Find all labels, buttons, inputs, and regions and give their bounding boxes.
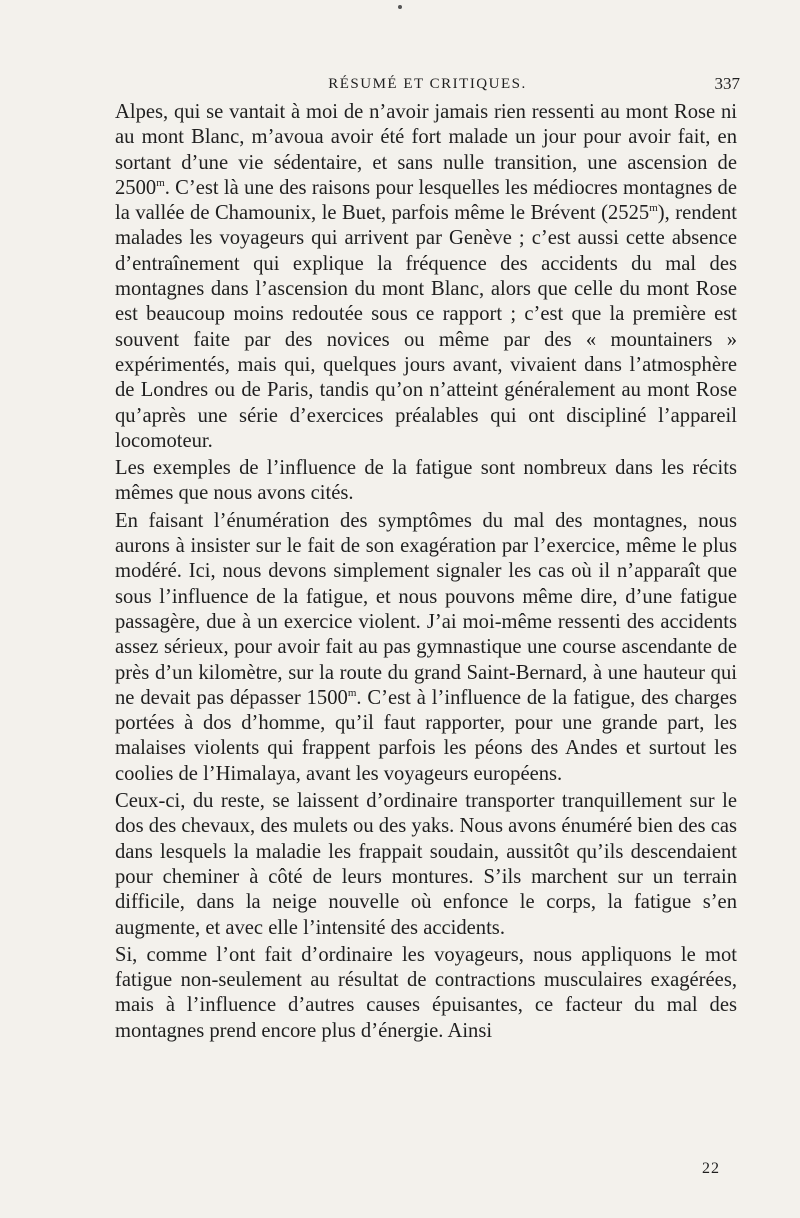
- print-mark: [398, 5, 402, 9]
- text-run: Ceux-ci, du reste, se laissent d’ordinaire transporter tranquillement sur le dos des chevaux, des mulets ou des yaks. Nous avons énuméré bien des cas dans lesquels la maladie les frappait soudain, aussitôt qu’ils descendaient pour cheminer à côté de leurs montures. S’ils marchent sur un terrain difficile, dans la neige nouvelle où enfonce le corps, la fatigue s’en augmente, et avec elle l’intensité des accidents.: [115, 790, 737, 939]
- superscript: m: [347, 686, 357, 699]
- paragraph: [115, 789, 737, 941]
- running-title: RÉSUMÉ ET CRITIQUES.: [328, 76, 527, 92]
- text-run: Alpes, qui se vantait à moi de n’avoir jamais rien ressenti au mont Rose ni au mont Blanc, m’avoua avoir été fort malade un jour pour avoir fait, en sortant d’une vie sédentaire, et sans nulle transition, une ascension de 2500: [115, 101, 737, 199]
- text-run: . C’est là une des raisons pour lesquelles les médiocres montagnes de la vallée de Chamounix, le Buet, parfois même le Brévent (2525: [115, 176, 737, 225]
- text-run: En faisant l’énumération des symptômes du mal des montagnes, nous aurons à insister sur le fait de son exagération par l’exercice, même le plus modéré. Ici, nous devons simplement signaler les cas où il n’apparaît que sous l’influence de la fatigue, et nous pouvons même dire, d’une fatigue passagère, due à un exercice violent. J’ai moi-même ressenti des accidents assez sérieux, pour avoir fait au pas gymnastique une course ascendante de près d’un kilomètre, sur la route du grand Saint-Bernard, à une hauteur qui ne devait pas dépasser 1500: [115, 509, 737, 709]
- paragraph: [115, 100, 737, 454]
- text-run: Les exemples de l’influence de la fatigue sont nombreux dans les récits mêmes que nous avons cités.: [115, 457, 737, 505]
- paragraph: [115, 456, 737, 507]
- text-run: . C’est à l’influence de la fatigue, des charges portées à dos d’homme, qu’il faut rapporter, pour une grande part, les malaises violents qui frappent parfois les péons des Andes et surtout les coolies de l’Himalaya, avant les voyageurs européens.: [115, 686, 737, 785]
- superscript: m: [156, 176, 165, 189]
- paragraph: [115, 509, 737, 787]
- signature-mark: 22: [702, 1160, 720, 1177]
- body-text: [115, 100, 737, 1044]
- text-run: Si, comme l’ont fait d’ordinaire les voyageurs, nous appliquons le mot fatigue non-seulement au résultat de contractions musculaires exagérées, mais à l’influence d’autres causes épuisantes, ce facteur du mal des montagnes prend encore plus d’énergie. Ainsi: [115, 943, 737, 1042]
- paragraph: [115, 943, 737, 1044]
- text-run: ), rendent malades les voyageurs qui arrivent par Genève ; c’est aussi cette absence d’entraînement qui explique la fréquence des accidents du mal des montagnes dans l’ascension du mont Blanc, alors que celle du mont Rose est beaucoup moins redoutée sous ce rapport ; c’est que la première est souvent faite par des novices ou même par des « mountainers » expérimentés, mais qui, quelques jours avant, vivaient dans l’atmosphère de Londres ou de Paris, tandis qu’on n’atteint généralement au mont Rose qu’après une série d’exercices préalables qui ont discipliné l’appareil locomoteur.: [115, 202, 738, 452]
- superscript: m: [649, 202, 658, 215]
- running-head: [115, 70, 740, 98]
- page-number: 337: [714, 74, 740, 93]
